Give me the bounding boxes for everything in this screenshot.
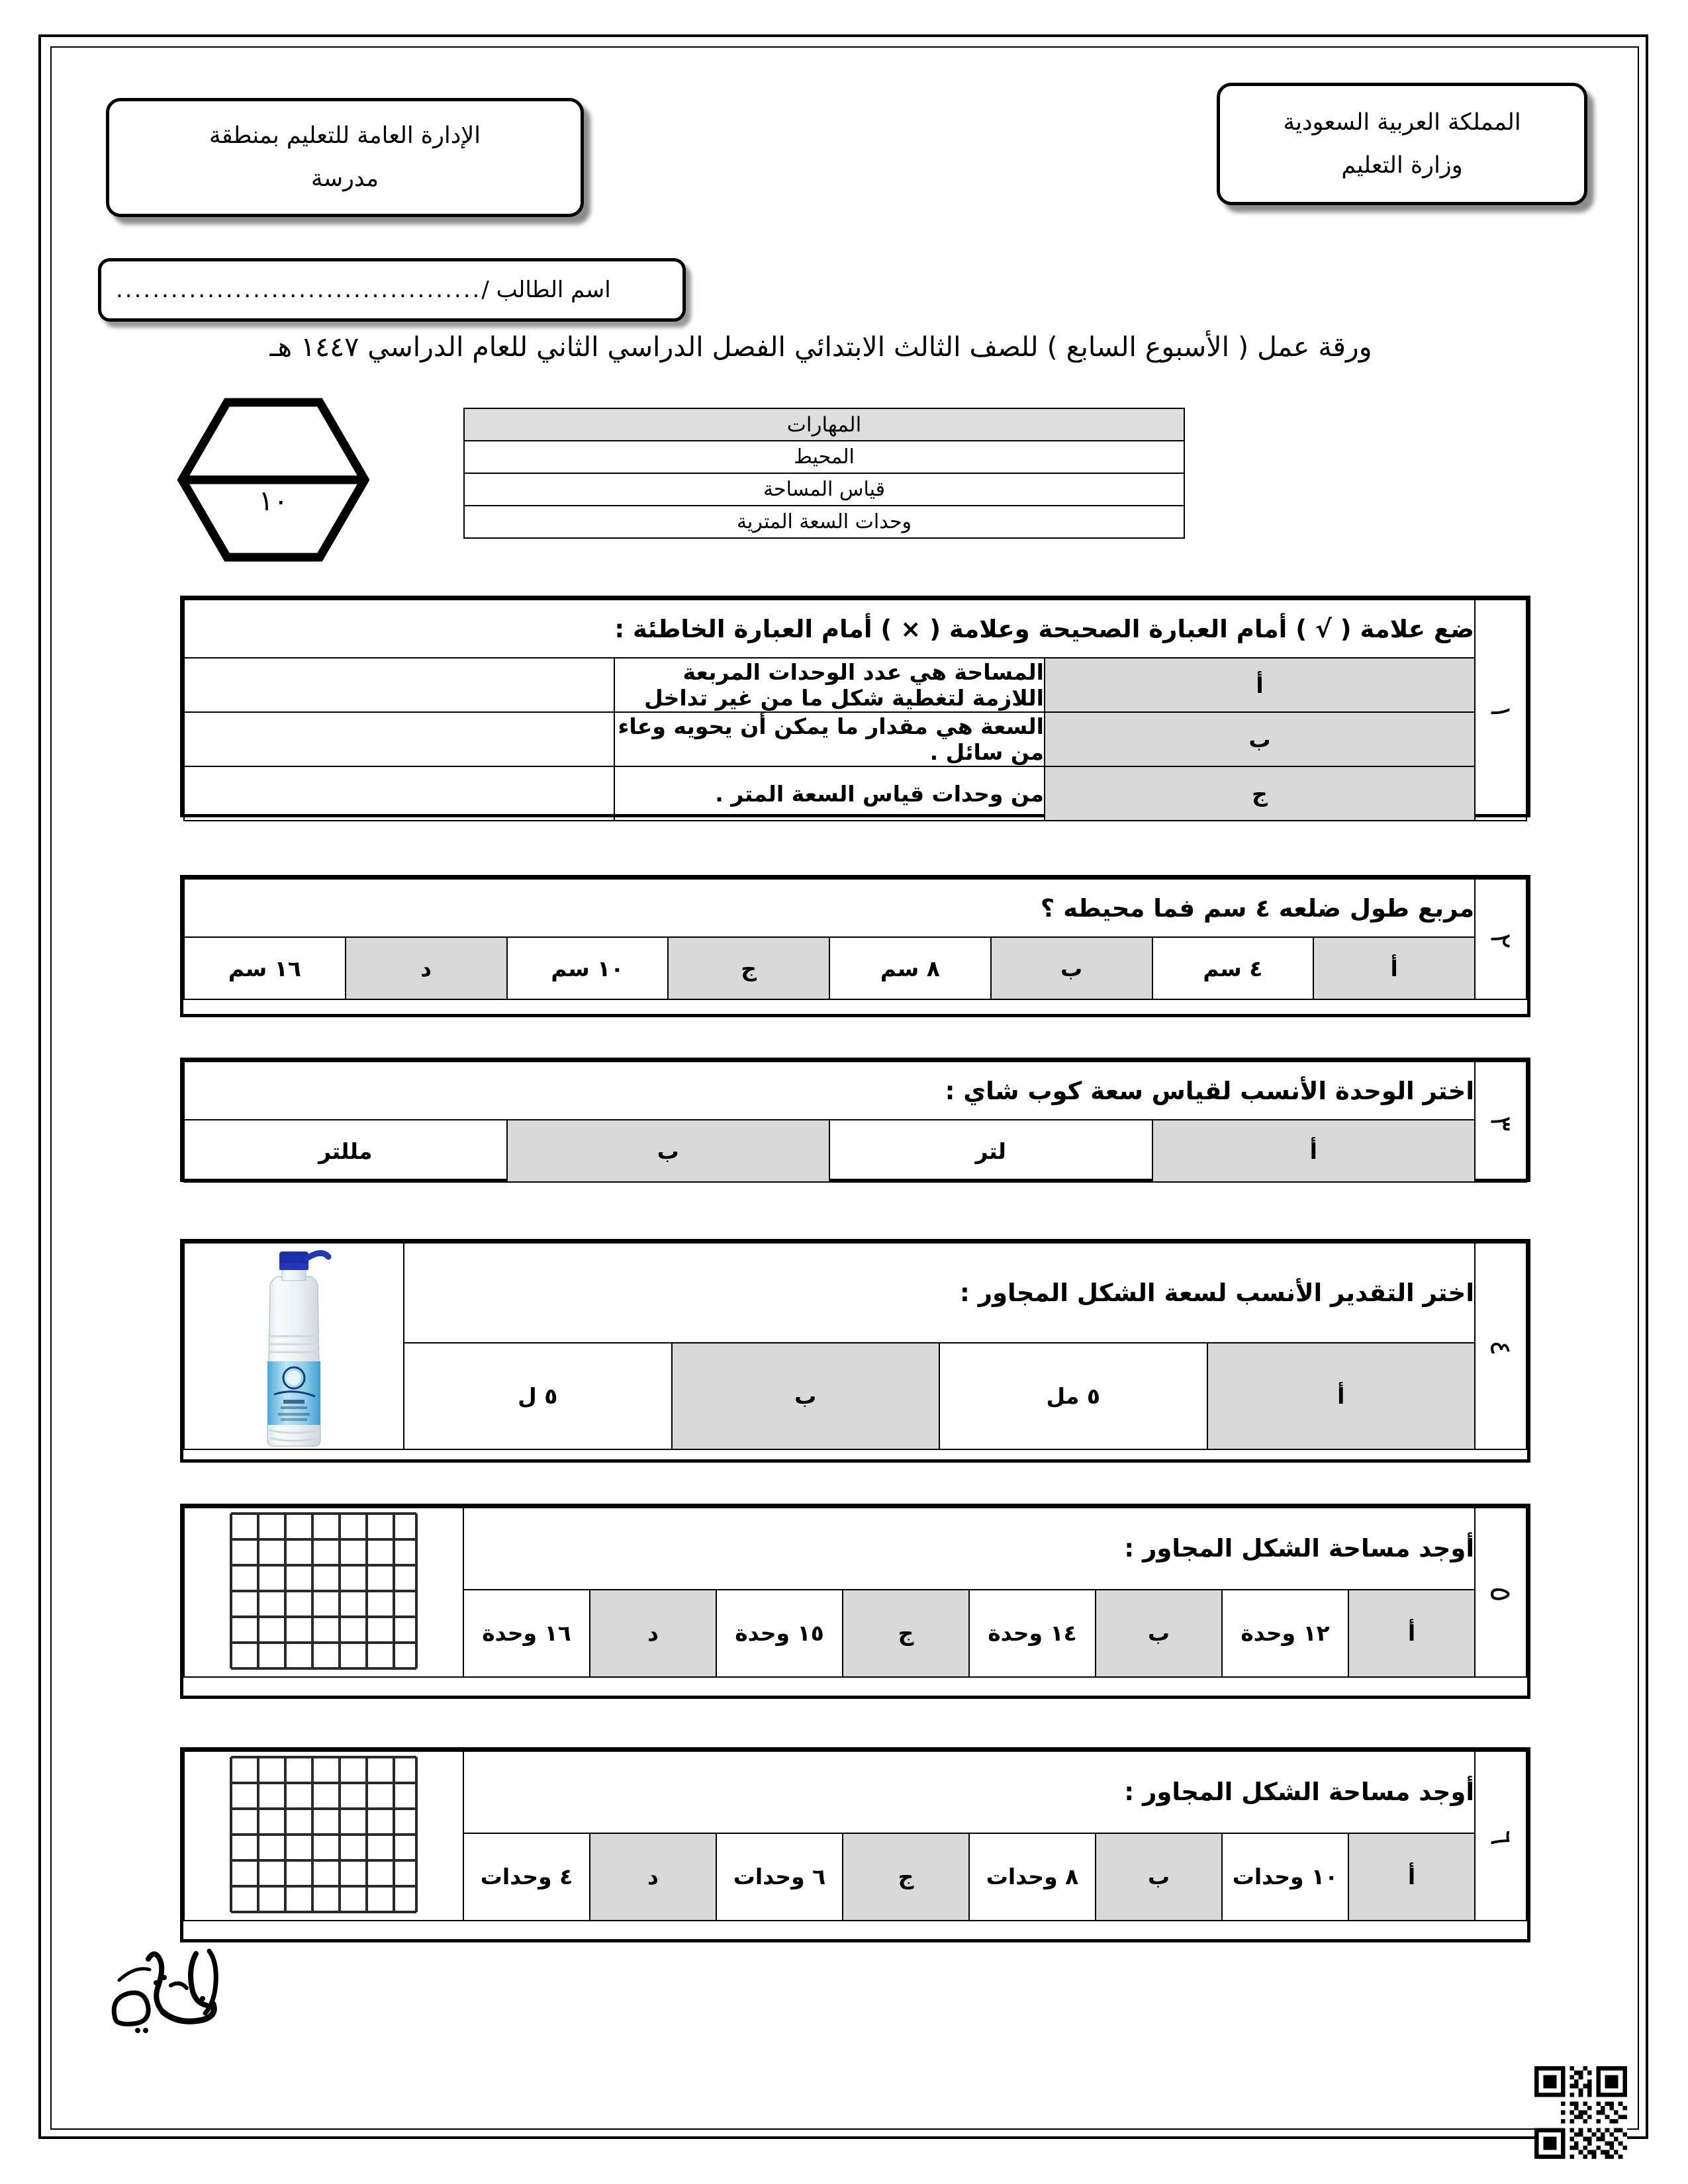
question-6-figure-cell (184, 1751, 463, 1921)
question-2-stem: مربع طول ضلعه ٤ سم فما محيطه ؟ (184, 879, 1475, 937)
header-box-administration (106, 98, 584, 217)
question-5 (180, 1504, 1530, 1699)
q6-label-c: ج (843, 1833, 969, 1921)
question-1-statement-row (184, 712, 1526, 766)
q1-label-c: ج (1045, 766, 1475, 821)
q1-statement-b: السعة هي مقدار ما يمكن أن يحويه وعاء من سائل . (614, 712, 1045, 766)
q4-option-a[interactable]: ٥ مل (939, 1343, 1207, 1449)
q5-option-d[interactable]: ١٦ وحدة (463, 1590, 590, 1677)
question-5-number: ٥ (1475, 1508, 1526, 1677)
q3-label-a: أ (1152, 1120, 1476, 1182)
q5-option-b[interactable]: ١٤ وحدة (969, 1590, 1096, 1677)
q6-option-a[interactable]: ١٠ وحدات (1222, 1833, 1348, 1921)
question-1 (180, 596, 1530, 817)
q6-label-d: د (590, 1833, 716, 1921)
q2-label-a: أ (1313, 937, 1475, 999)
q3-label-b: ب (507, 1120, 830, 1182)
student-name-label: اسم الطالب / (481, 277, 611, 303)
question-1-number: ١ (1475, 600, 1526, 821)
water-bottle-image (250, 1244, 338, 1449)
unit-square-grid (224, 1752, 423, 1917)
country-label: المملكة العربية السعودية (1283, 109, 1521, 136)
q1-answer-box-a[interactable] (184, 658, 614, 712)
question-3 (180, 1058, 1530, 1182)
q1-label-b: ب (1045, 712, 1475, 766)
q1-statement-c: من وحدات قياس السعة المتر . (614, 766, 1045, 821)
skills-table-header-row (464, 408, 1184, 441)
q4-label-b: ب (672, 1343, 940, 1449)
q1-answer-box-c[interactable] (184, 766, 614, 821)
q2-label-c: ج (668, 937, 829, 999)
q2-label-d: د (346, 937, 507, 999)
q6-label-b: ب (1096, 1833, 1222, 1921)
student-name-blank: ........................................ (116, 277, 482, 303)
q2-option-a[interactable]: ٤ سم (1152, 937, 1314, 999)
question-1-statement-row (184, 658, 1526, 712)
ministry-label: وزارة التعليم (1341, 152, 1463, 179)
question-4 (180, 1239, 1530, 1463)
skill-perimeter: المحيط (464, 441, 1184, 473)
calligraphy-signature (99, 1919, 252, 2045)
question-3-stem: اختر الوحدة الأنسب لقياس سعة كوب شاي : (184, 1062, 1475, 1120)
administration-label: الإدارة العامة للتعليم بمنطقة (209, 122, 481, 150)
q4-label-a: أ (1207, 1343, 1476, 1449)
q3-option-b[interactable]: مللتر (184, 1120, 507, 1182)
q5-option-c[interactable]: ١٥ وحدة (716, 1590, 843, 1677)
q6-option-d[interactable]: ٤ وحدات (463, 1833, 590, 1921)
skills-table-row (464, 441, 1184, 473)
q3-option-a[interactable]: لتر (829, 1120, 1152, 1182)
skills-table-row (464, 473, 1184, 506)
q1-answer-box-b[interactable] (184, 712, 614, 766)
q2-option-d[interactable]: ١٦ سم (184, 937, 346, 999)
page-title: ورقة عمل ( الأسبوع السابع ) للصف الثالث الابتدائي الفصل الدراسي الثاني للعام الدراسي ١٤٤٧ هـ (269, 331, 1372, 363)
q2-label-b: ب (991, 937, 1152, 999)
question-3-number: ٣ (1475, 1062, 1526, 1182)
grade-hexagon (177, 397, 369, 563)
question-6-stem: أوجد مساحة الشكل المجاور : (463, 1751, 1475, 1833)
q5-label-c: ج (843, 1590, 969, 1677)
q6-label-a: أ (1348, 1833, 1475, 1921)
q5-option-a[interactable]: ١٢ وحدة (1222, 1590, 1348, 1677)
question-2-number: ٢ (1475, 879, 1526, 999)
question-6 (180, 1747, 1530, 1942)
grade-hexagon-value: ١٠ (258, 484, 289, 517)
question-4-figure-cell (184, 1243, 404, 1449)
q6-option-c[interactable]: ٦ وحدات (716, 1833, 843, 1921)
q1-label-a: أ (1045, 658, 1475, 712)
question-1-statement-row (184, 766, 1526, 821)
skills-table-row (464, 506, 1184, 538)
question-4-number: ٤ (1475, 1243, 1526, 1449)
question-2 (180, 875, 1530, 1017)
student-name-field[interactable] (98, 258, 686, 322)
school-label: مدرسة (310, 165, 379, 192)
q2-option-b[interactable]: ٨ سم (829, 937, 991, 999)
question-4-stem: اختر التقدير الأنسب لسعة الشكل المجاور : (404, 1243, 1475, 1343)
skill-area: قياس المساحة (464, 473, 1184, 506)
question-5-stem: أوجد مساحة الشكل المجاور : (463, 1508, 1475, 1590)
skill-capacity-units: وحدات السعة المترية (464, 506, 1184, 538)
header-box-ministry (1217, 83, 1587, 205)
q5-label-a: أ (1348, 1590, 1475, 1677)
unit-square-grid (224, 1508, 423, 1674)
question-5-figure-cell (184, 1508, 463, 1677)
qr-code (1534, 2066, 1627, 2159)
q5-label-d: د (590, 1590, 716, 1677)
skills-table (463, 408, 1185, 539)
skills-table-header: المهارات (464, 408, 1184, 441)
q5-label-b: ب (1096, 1590, 1222, 1677)
q1-statement-a: المساحة هي عدد الوحدات المربعة اللازمة لتغطية شكل ما من غير تداخل (614, 658, 1045, 712)
q2-option-c[interactable]: ١٠ سم (507, 937, 669, 999)
question-1-stem: ضع علامة ( √ ) أمام العبارة الصحيحة وعلامة ( × ) أمام العبارة الخاطئة : (184, 600, 1475, 658)
question-2-options-row (184, 937, 1526, 999)
question-3-options-row (184, 1120, 1526, 1182)
q4-option-b[interactable]: ٥ ل (404, 1343, 672, 1449)
question-6-number: ٦ (1475, 1751, 1526, 1921)
q6-option-b[interactable]: ٨ وحدات (969, 1833, 1096, 1921)
